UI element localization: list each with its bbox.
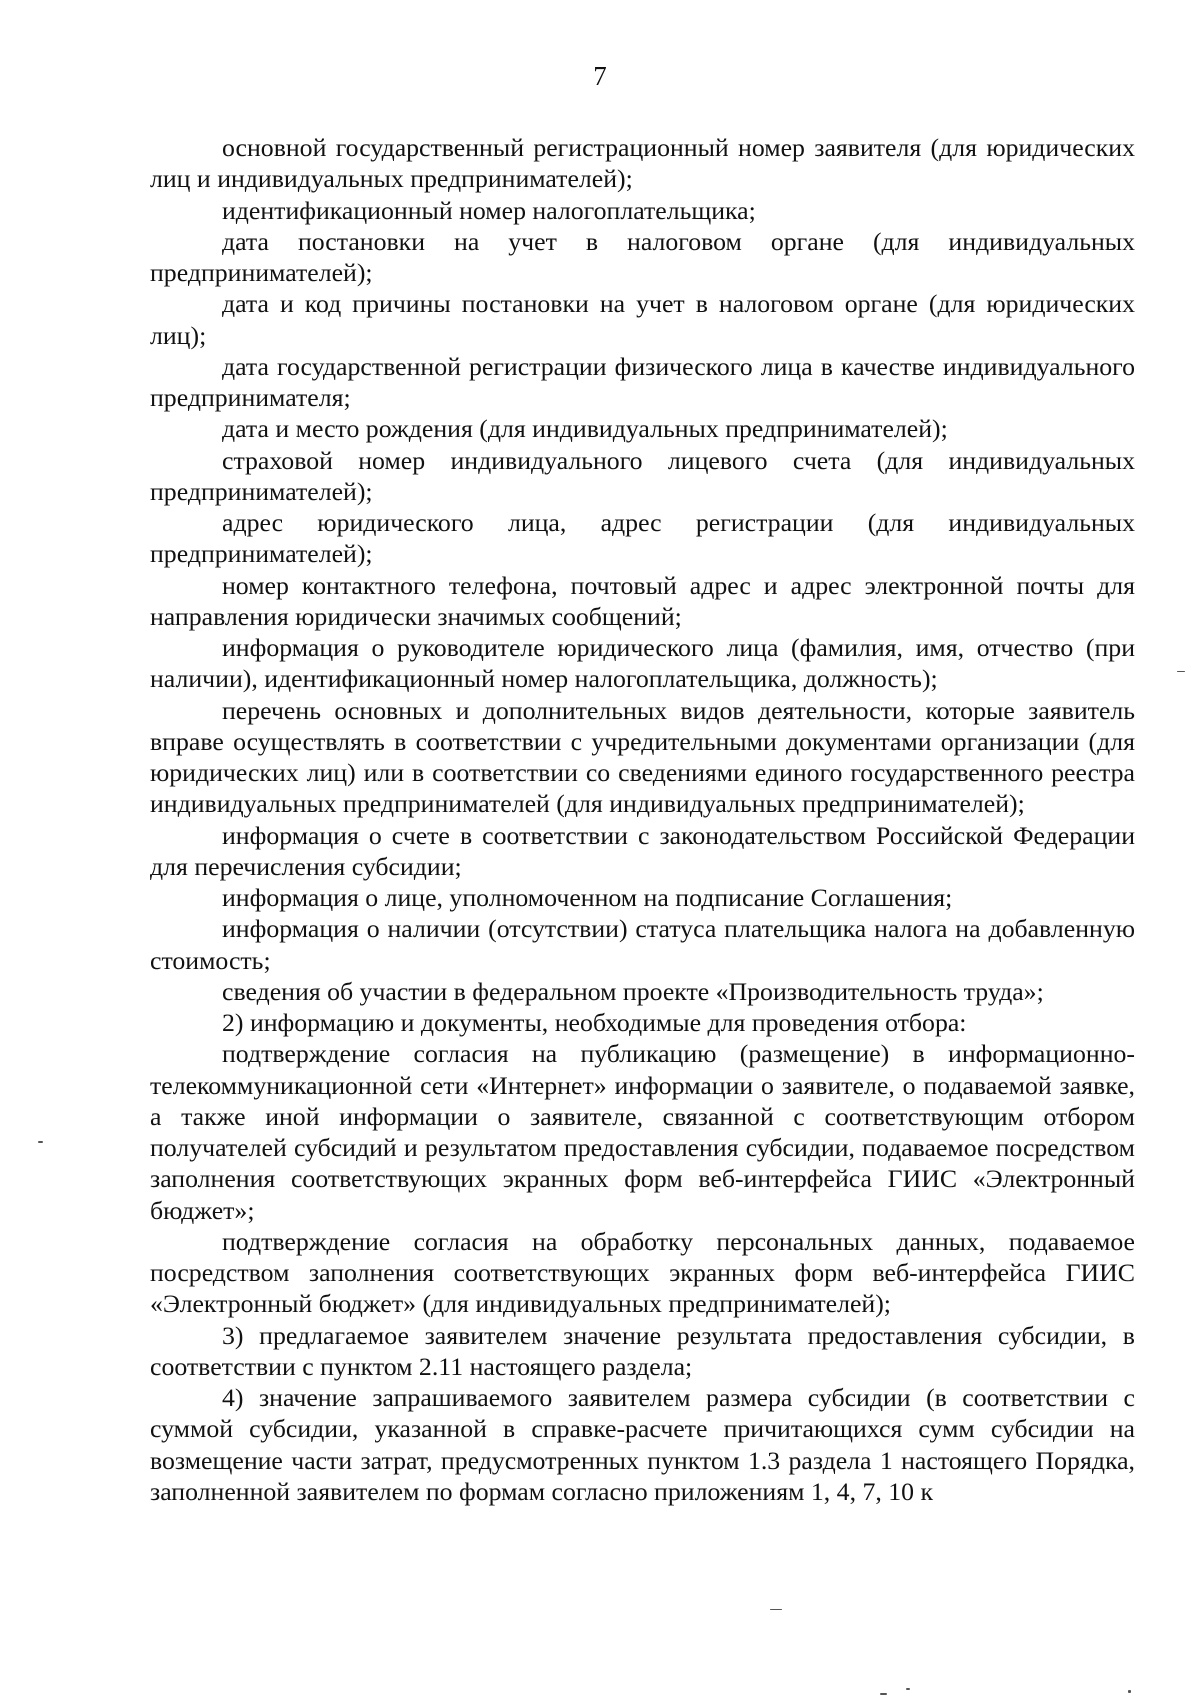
paragraph: основной государственный регистрационный номер заявителя (для юридических лиц и индивидуальных предпринимателей); xyxy=(150,133,1135,194)
paragraph: подтверждение согласия на публикацию (размещение) в информационно-телекоммуникационной сети «Интернет» информации о заявителе, о подаваемой заявке, а также иной информации о заявителе, связанной с соответствующим отбором получателей субсидий и результатом предоставления субсидии, подаваемое посредством заполнения соответствующих экранных форм веб-интерфейса ГИИС «Электронный бюджет»; xyxy=(150,1039,1135,1225)
document-body xyxy=(150,132,1135,1507)
paragraph: информация о руководителе юридического лица (фамилия, имя, отчество (при наличии), идентификационный номер налогоплательщика, должность); xyxy=(150,633,1135,694)
scan-speck xyxy=(770,1609,782,1610)
paragraph: подтверждение согласия на обработку персональных данных, подаваемое посредством заполнения соответствующих экранных форм веб-интерфейса ГИИС «Электронный бюджет» (для индивидуальных предпринимателей); xyxy=(150,1226,1135,1319)
paragraph: 3) предлагаемое заявителем значение результата предоставления субсидии, в соответствии с пунктом 2.11 настоящего раздела; xyxy=(150,1320,1135,1381)
scan-speck xyxy=(38,1141,43,1143)
scan-speck xyxy=(1128,1690,1131,1693)
paragraph: информация о лице, уполномоченном на подписание Соглашения; xyxy=(222,883,953,912)
paragraph: информация о счете в соответствии с законодательством Российской Федерации для перечисления субсидии; xyxy=(150,820,1135,881)
paragraph: адрес юридического лица, адрес регистрации (для индивидуальных предпринимателей); xyxy=(150,508,1135,569)
paragraph: информация о наличии (отсутствии) статуса плательщика налога на добавленную стоимость; xyxy=(150,914,1135,975)
scan-speck xyxy=(880,1693,887,1695)
scan-speck xyxy=(1177,671,1185,672)
scan-speck xyxy=(906,1688,910,1690)
page-number: 7 xyxy=(593,61,607,91)
paragraph: страховой номер индивидуального лицевого счета (для индивидуальных предпринимателей); xyxy=(150,445,1135,506)
paragraph: идентификационный номер налогоплательщика; xyxy=(222,195,756,225)
paragraph: дата и место рождения (для индивидуальных предпринимателей); xyxy=(222,414,948,444)
paragraph: дата постановки на учет в налоговом органе (для индивидуальных предпринимателей); xyxy=(150,226,1135,287)
paragraph: 2) информацию и документы, необходимые для проведения отбора: xyxy=(222,1008,967,1037)
paragraph: дата государственной регистрации физического лица в качестве индивидуального предпринимателя; xyxy=(150,351,1135,412)
paragraph: 4) значение запрашиваемого заявителем размера субсидии (в соответствии с суммой субсидии, указанной в справке-расчете причитающихся сумм субсидии на возмещение части затрат, предусмотренных пунктом 1.3 раздела 1 настоящего Порядка, заполненной заявителем по формам согласно приложениям 1, 4, 7, 10 к xyxy=(150,1383,1135,1506)
paragraph: дата и код причины постановки на учет в налоговом органе (для юридических лиц); xyxy=(150,289,1135,350)
paragraph: номер контактного телефона, почтовый адрес и адрес электронной почты для направления юридически значимых сообщений; xyxy=(150,570,1135,631)
paragraph: сведения об участии в федеральном проекте «Производительность труда»; xyxy=(222,976,1044,1006)
paragraph: перечень основных и дополнительных видов деятельности, которые заявитель вправе осуществлять в соответствии с учредительными документами организации (для юридических лиц) или в соответствии со сведениями единого государственного реестра индивидуальных предпринимателей (для индивидуальных предпринимателей); xyxy=(150,695,1135,819)
